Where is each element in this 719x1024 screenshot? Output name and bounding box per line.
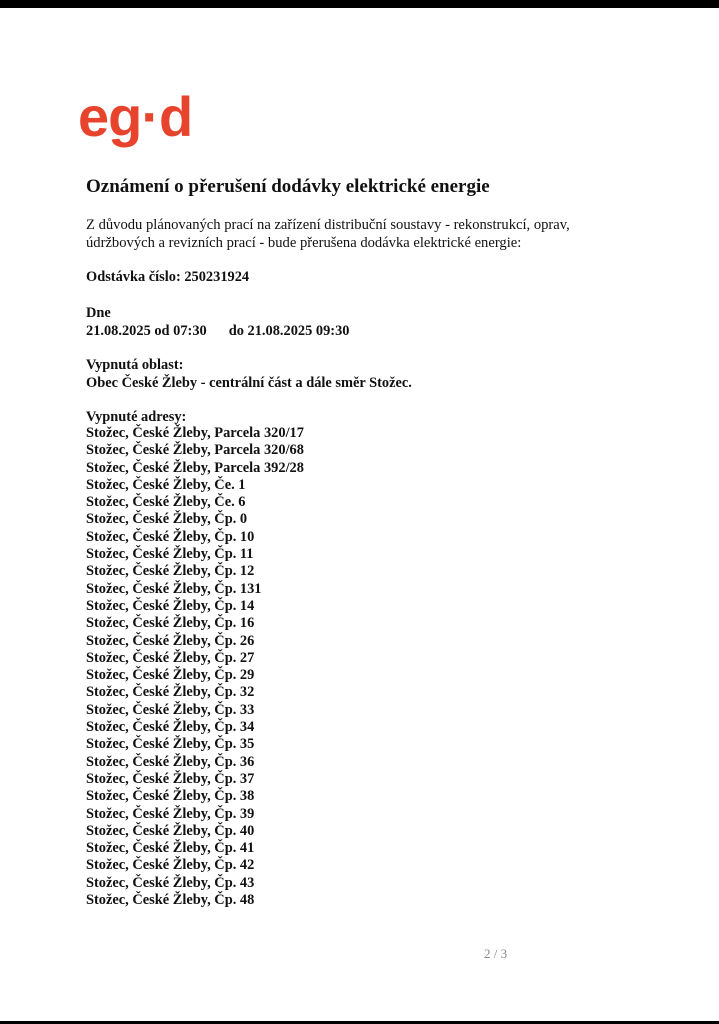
date-block [86,304,349,340]
intro-line: údržbových a revizních prací - bude přerušena dodávka elektrické energie: [86,235,522,251]
address-item: Stožec, České Žleby, Čp. 12 [86,563,255,580]
address-item: Stožec, České Žleby, Če. 6 [86,494,246,511]
address-item: Stožec, České Žleby, Čp. 29 [86,667,255,684]
address-item: Stožec, České Žleby, Čp. 38 [86,788,255,805]
address-item: Stožec, České Žleby, Parcela 320/68 [86,442,304,459]
page-number: 2 / 3 [484,946,508,961]
address-item: Stožec, České Žleby, Čp. 36 [86,753,255,770]
outage-number: Odstávka číslo: 250231924 [86,269,250,285]
date-from: 21.08.2025 od 07:30 [86,323,207,339]
address-item: Stožec, České Žleby, Če. 1 [86,476,246,493]
address-item: Stožec, České Žleby, Čp. 26 [86,632,255,649]
address-item: Stožec, České Žleby, Čp. 27 [86,649,255,666]
address-item: Stožec, České Žleby, Čp. 43 [86,874,255,891]
logo-text: eg·d [78,85,193,148]
address-item: Stožec, České Žleby, Čp. 11 [86,546,254,563]
address-list [86,425,304,909]
address-item: Stožec, České Žleby, Čp. 131 [86,580,262,597]
date-range [86,322,349,340]
address-item: Stožec, České Žleby, Čp. 39 [86,805,255,822]
address-item: Stožec, České Žleby, Čp. 40 [86,822,255,839]
intro-paragraph [86,216,606,252]
address-item: Stožec, České Žleby, Čp. 48 [86,892,255,909]
date-to: do 21.08.2025 09:30 [228,323,350,339]
addresses-label: Vypnuté adresy: [86,409,187,425]
address-item: Stožec, České Žleby, Čp. 14 [86,597,255,614]
address-item: Stožec, České Žleby, Čp. 10 [86,528,255,545]
area-value: Obec České Žleby - centrální část a dále směr Stožec. [86,375,412,391]
address-item: Stožec, České Žleby, Parcela 392/28 [86,459,304,476]
address-item: Stožec, České Žleby, Čp. 33 [86,701,255,718]
address-item: Stožec, České Žleby, Čp. 35 [86,736,255,753]
address-item: Stožec, České Žleby, Čp. 16 [86,615,255,632]
area-label: Vypnutá oblast: [86,357,184,373]
date-label: Dne [86,305,111,321]
address-item: Stožec, České Žleby, Čp. 34 [86,719,255,736]
address-item: Stožec, České Žleby, Čp. 41 [86,840,255,857]
top-edge-bar [0,0,719,8]
address-item: Stožec, České Žleby, Čp. 37 [86,770,255,787]
address-item: Stožec, České Žleby, Parcela 320/17 [86,425,304,441]
address-item: Stožec, České Žleby, Čp. 32 [86,684,255,701]
intro-line: Z důvodu plánovaných prací na zařízení distribuční soustavy - rekonstrukcí, oprav, [86,217,570,233]
document-title: Oznámení o přerušení dodávky elektrické energie [86,176,490,197]
address-item: Stožec, České Žleby, Čp. 42 [86,857,255,874]
area-block [86,356,412,392]
address-item: Stožec, České Žleby, Čp. 0 [86,511,248,528]
egd-logo [78,86,210,152]
